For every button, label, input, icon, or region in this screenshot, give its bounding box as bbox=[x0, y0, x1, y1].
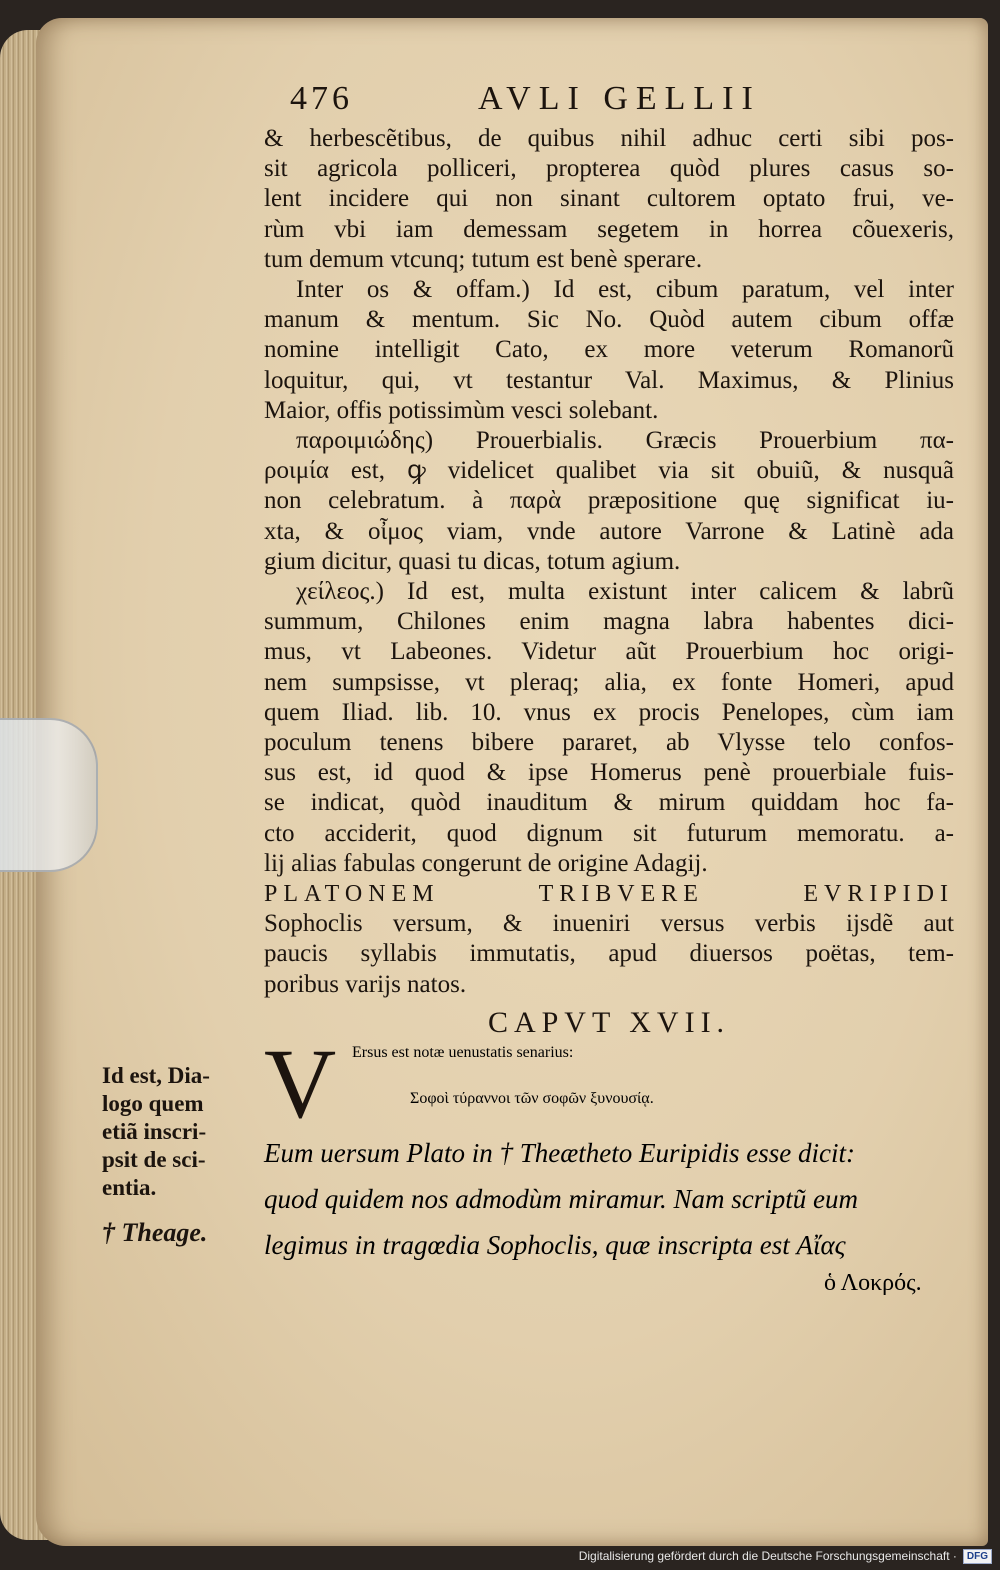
running-title: AVLI GELLII bbox=[478, 80, 761, 117]
text-line: loquitur, qui, vt testantur Val. Maximus, & Plinius bbox=[264, 366, 954, 394]
chapter-text-line: quod quidem nos admodùm miramur. Nam scriptũ eum bbox=[264, 1184, 858, 1214]
text-line: non celebratum. à παρὰ præpositione quę significat iu- bbox=[264, 487, 954, 515]
page-header bbox=[290, 80, 810, 124]
text-line: manum & mentum. Sic No. Quòd autem cibum offæ bbox=[264, 306, 954, 334]
margin-reference: † Theage. bbox=[102, 1218, 208, 1247]
margin-note-line: psit de sci- bbox=[102, 1147, 206, 1172]
text-line: sit agricola polliceri, propterea quòd plures casus so- bbox=[264, 155, 954, 183]
drop-cap-initial: V bbox=[264, 1028, 337, 1139]
page-clip bbox=[0, 718, 98, 872]
text-line: rùm vbi iam demessam segetem in horrea cõuexeris, bbox=[264, 215, 954, 243]
text-line: nomine intelligit Cato, ex more veterum Romanorũ bbox=[264, 336, 954, 364]
margin-note-line: etiã inscri- bbox=[102, 1119, 207, 1144]
greek-verse-line: Σοφοὶ τύραννοι τῶν σοφῶν ξυνουσίᾳ. bbox=[410, 1090, 654, 1107]
digitization-credit bbox=[579, 1548, 992, 1564]
text-line: nem sumpsisse, vt pleraq; alia, ex fonte Homeri, apud bbox=[264, 668, 954, 696]
chapter-title: CAPVT XVII. bbox=[487, 1006, 731, 1039]
text-line: gium dicitur, quasi tu dicas, totum agium. bbox=[264, 547, 681, 575]
text-line: Sophoclis versum, & inueniri versus verbis ijsdẽ aut bbox=[264, 910, 954, 938]
text-line: tum demum vtcunq; tutum est benè sperare. bbox=[264, 245, 703, 273]
text-line: χείλεος.) Id est, multa existunt inter calicem & labrũ bbox=[296, 578, 954, 606]
dfg-logo: DFG bbox=[963, 1549, 992, 1564]
text-line: poribus varijs natos. bbox=[264, 970, 467, 998]
verse-intro-line: Ersus est notæ uenustatis senarius: bbox=[352, 1044, 574, 1061]
text-line: summum, Chilones enim magna labra habentes dici- bbox=[264, 608, 954, 636]
text-line: paucis syllabis immutatis, apud diuersos poëtas, tem- bbox=[264, 940, 954, 968]
text-line: παροιμιώδης) Prouerbialis. Græcis Prouerbium πα- bbox=[296, 427, 954, 455]
margin-note-line: Id est, Dia- bbox=[102, 1063, 210, 1088]
credit-text: Digitalisierung gefördert durch die Deutsche Forschungsgemeinschaft · bbox=[578, 1549, 957, 1563]
chapter-text-line: Eum uersum Plato in † Theætheto Euripidis esse dicit: bbox=[264, 1138, 855, 1168]
main-text bbox=[264, 124, 954, 1000]
text-line: Inter os & offam.) Id est, cibum paratum, vel inter bbox=[296, 276, 954, 304]
text-line: & herbescẽtibus, de quibus nihil adhuc certi sibi pos- bbox=[264, 125, 954, 152]
text-line: poculum tenens bibere pararet, ab Vlysse telo confos- bbox=[264, 729, 954, 757]
text-line: Maior, offis potissimùm vesci solebant. bbox=[264, 396, 659, 424]
text-line: sus est, id quod & ipse Homerus penè prouerbiale fuis- bbox=[264, 759, 954, 787]
text-line: se indicat, quòd inauditum & mirum quiddam hoc fa- bbox=[264, 789, 954, 817]
text-line: lij alias fabulas congerunt de origine Adagij. bbox=[264, 849, 708, 877]
text-line: cto acciderit, quod dignum sit futurum memoratu. a- bbox=[264, 819, 954, 847]
margin-note-line: entia. bbox=[102, 1175, 157, 1200]
chapter-text-line: legimus in tragœdia Sophoclis, quæ inscripta est Αἴας bbox=[264, 1230, 846, 1260]
text-line: ροιμία est, ꝙ videlicet qualibet via sit obuiũ, & nusquã bbox=[264, 457, 954, 485]
margin-note bbox=[102, 1062, 252, 1202]
text-line: lent incidere qui non sinant cultorem optato frui, ve- bbox=[264, 185, 954, 213]
page-number: 476 bbox=[290, 80, 353, 117]
text-line: xta, & οἶμος viam, vnde autore Varrone & Latinè ada bbox=[264, 517, 954, 545]
margin-note-line: logo quem bbox=[102, 1091, 204, 1116]
text-line: quem Iliad. lib. 10. vnus ex procis Penelopes, cùm iam bbox=[264, 698, 954, 726]
text-line: mus, vt Labeones. Videtur aũt Prouerbium hoc origi- bbox=[264, 638, 954, 666]
chapter-text-line: ὁ Λοκρός. bbox=[824, 1270, 922, 1296]
chapter-argument-heading: PLATONEM TRIBVERE EVRIPIDI bbox=[264, 881, 954, 908]
